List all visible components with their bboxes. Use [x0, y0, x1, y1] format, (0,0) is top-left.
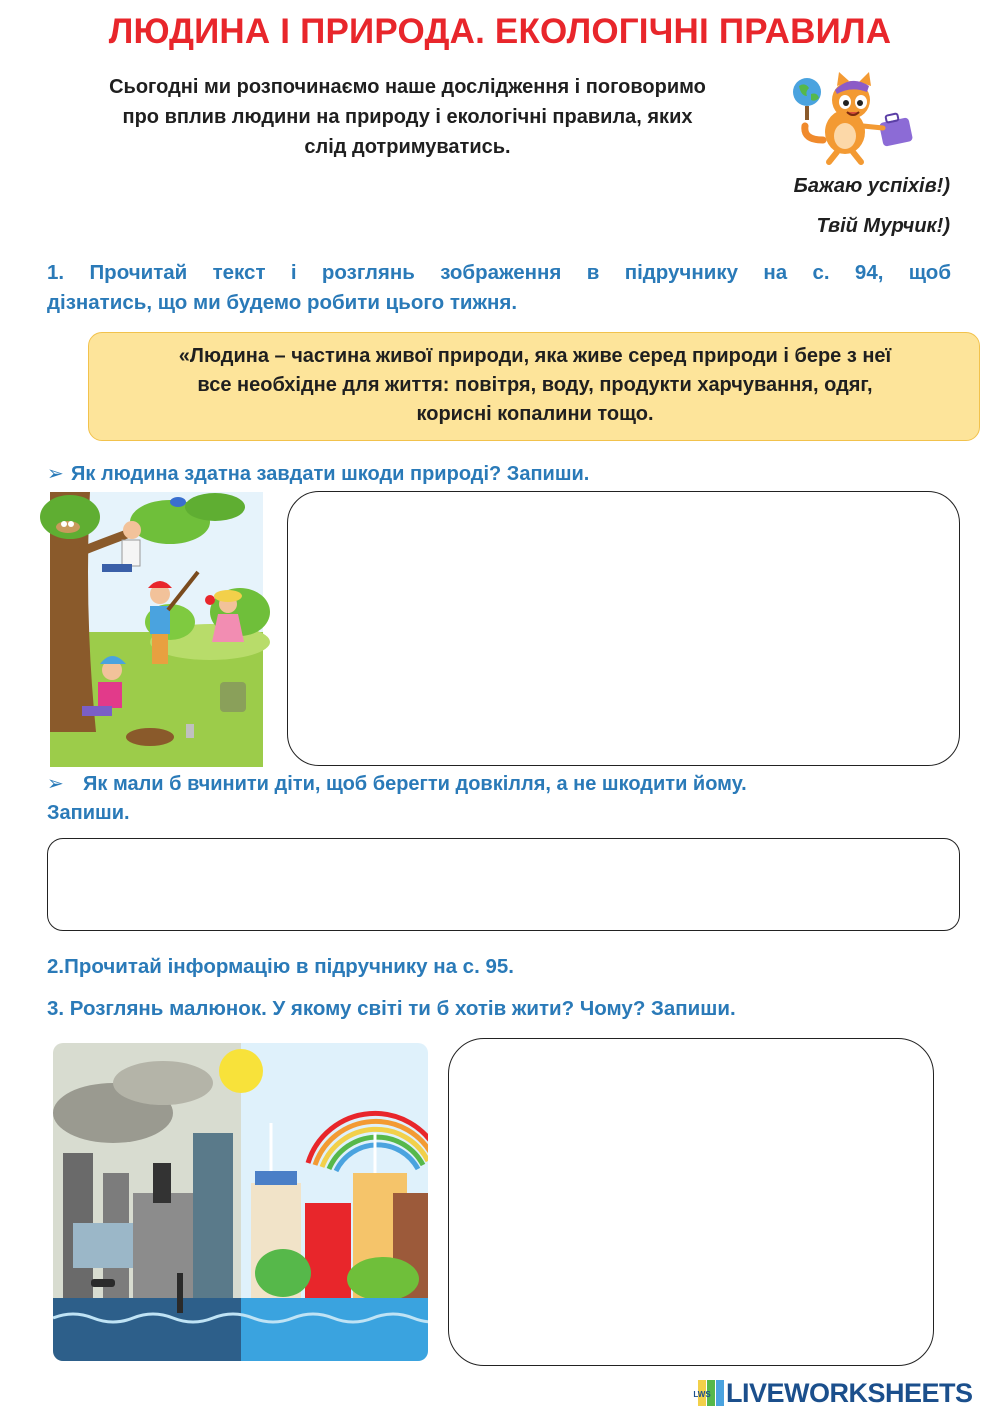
answer-box-3[interactable]: [448, 1038, 934, 1366]
quote-line: корисні копалини тощо.: [416, 403, 654, 425]
task-1-line: 1. Прочитай текст і розглянь зображення в підручнику на с. 94, щоб: [47, 261, 951, 284]
two-worlds-illustration: [53, 1043, 428, 1361]
question-1-text: Як людина здатна завдати шкоди природі? Запиши.: [71, 463, 590, 485]
question-2: [47, 770, 947, 828]
intro-text: [40, 72, 775, 162]
quote-line: все необхідне для життя: повітря, воду, продукти харчування, одяг,: [197, 374, 873, 396]
liveworksheets-logo-icon: [693, 1380, 724, 1406]
intro-line: слід дотримуватись.: [304, 136, 511, 158]
brand-name: LIVEWORKSHEETS: [726, 1377, 973, 1408]
arrow-right-icon: ➢: [47, 463, 64, 485]
quote-line: «Людина – частина живої природи, яка живе серед природи і бере з неї: [178, 345, 892, 367]
quote-text: [100, 342, 970, 429]
question-1: [47, 460, 589, 489]
wish-text: Бажаю успіхів!): [793, 175, 950, 197]
arrow-right-icon: ➢: [47, 773, 64, 795]
page-title: ЛЮДИНА І ПРИРОДА. ЕКОЛОГІЧНІ ПРАВИЛА: [108, 12, 892, 51]
answer-box-1[interactable]: [287, 491, 960, 766]
footer-brand[interactable]: [693, 1376, 973, 1410]
logo-letter: LWS: [693, 1390, 711, 1399]
question-2-text: Запиши.: [47, 802, 130, 824]
answer-box-2[interactable]: [47, 838, 960, 931]
children-nature-illustration: [50, 492, 263, 767]
intro-line: про вплив людини на природу і екологічні правила, яких: [122, 106, 693, 128]
task-1: [47, 258, 951, 318]
task-3: 3. Розглянь малюнок. У якому світі ти б хотів жити? Чому? Запиши.: [47, 997, 736, 1020]
signature-text: Твій Мурчик!): [816, 215, 950, 237]
question-2-text: Як мали б вчинити діти, щоб берегти довкілля, а не шкодити йому.: [83, 773, 747, 795]
task-2: 2.Прочитай інформацію в підручнику на с. 95.: [47, 955, 514, 978]
task-1-line: дізнатись, що ми будемо робити цього тижня.: [47, 291, 518, 314]
intro-line: Сьогодні ми розпочинаємо наше дослідження і поговоримо: [109, 76, 706, 98]
cat-mascot-icon: [785, 70, 925, 165]
